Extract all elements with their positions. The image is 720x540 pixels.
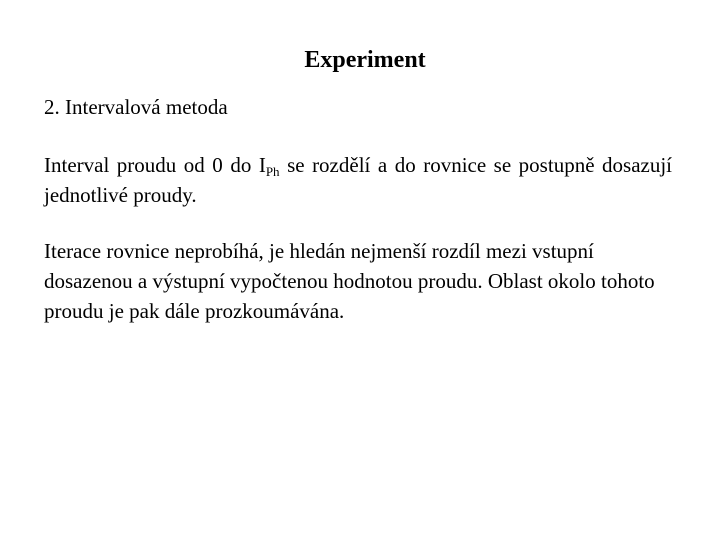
paragraph-interval-text-end: se rozdělí a do rovnice se postupně dosazují jednotlivé proudy. [44,153,673,207]
paragraph-interval-text-start: Interval proudu od 0 do I [44,153,266,177]
slide-title: Experiment [304,47,426,73]
paragraph-iteration: Iterace rovnice neprobíhá, je hledán nejmenší rozdíl mezi vstupní dosazenou a výstupní vypočtenou hodnotou proudu. Oblast okolo tohoto proudu je pak dále prozkoumávána. [44,239,655,323]
paragraph-interval [44,150,672,210]
current-subscript: Ph [265,164,280,179]
section-heading: 2. Intervalová metoda [44,95,228,119]
